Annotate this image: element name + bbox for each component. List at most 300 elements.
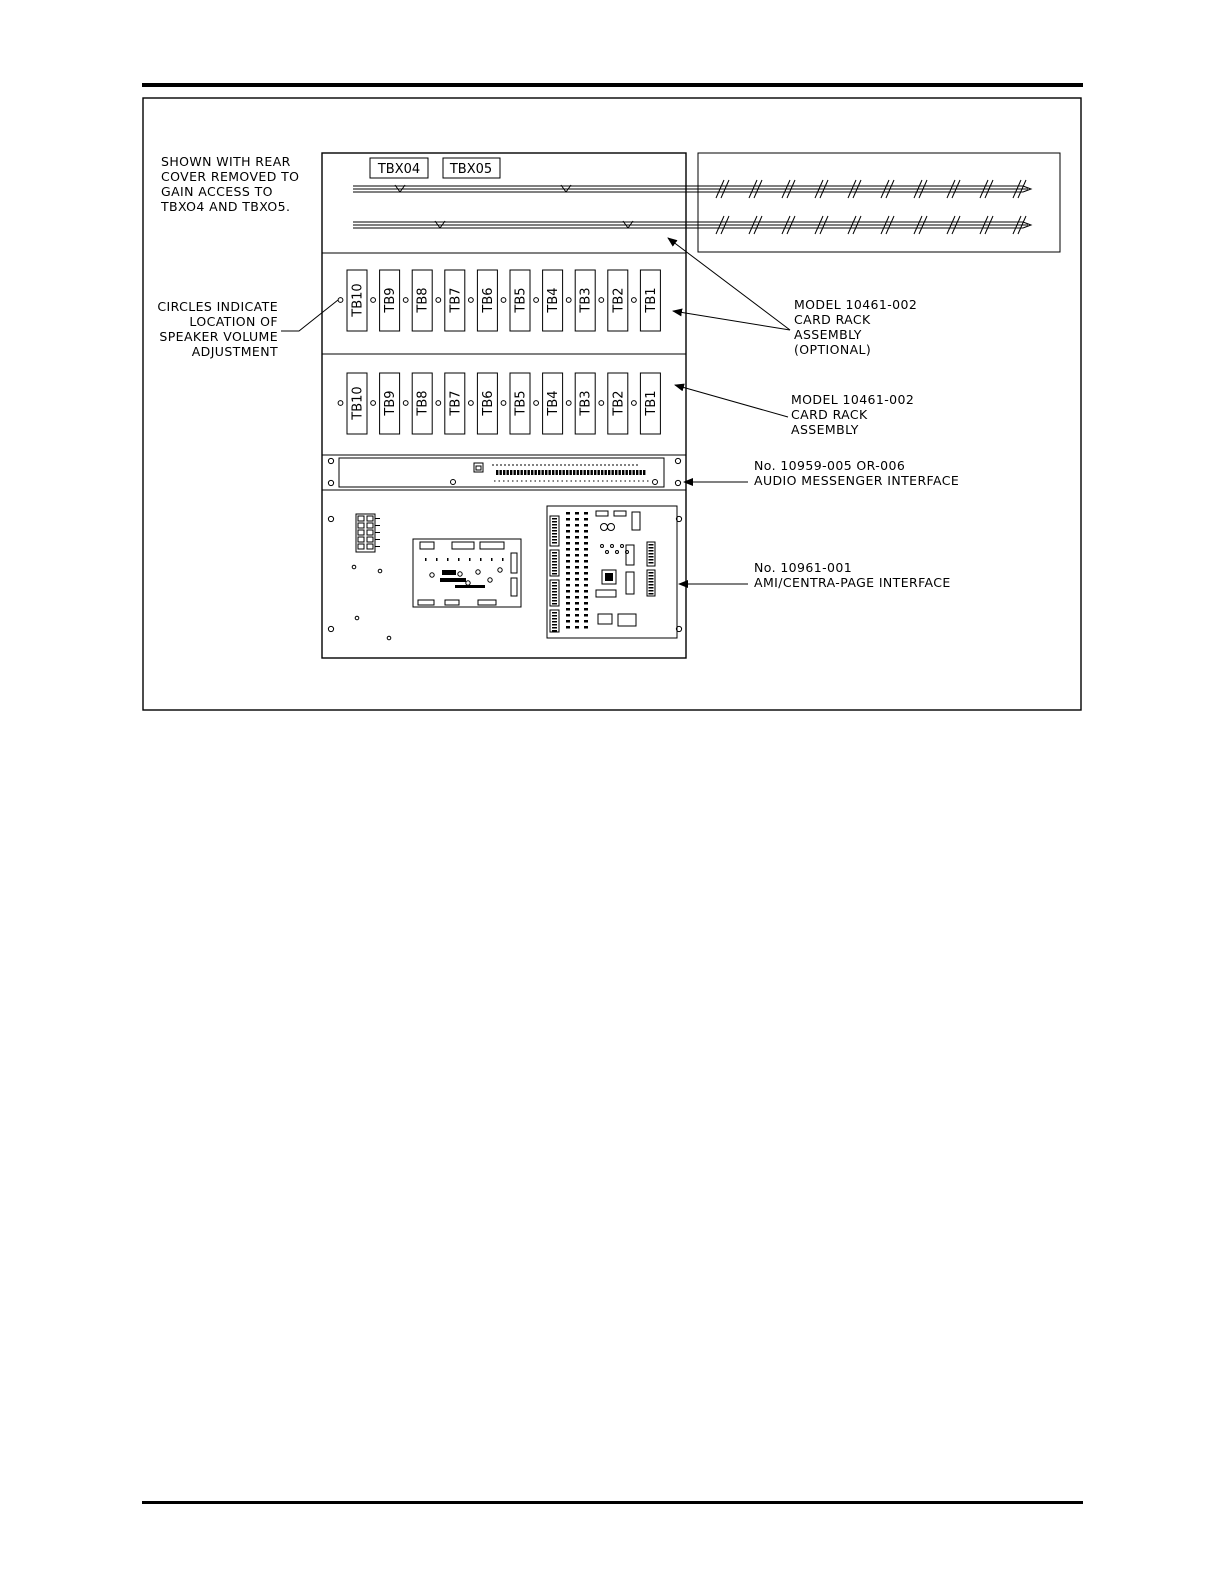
smd-component — [584, 578, 588, 581]
terminal-pin — [643, 470, 645, 475]
speaker-volume-circle — [403, 298, 408, 303]
smd-component — [575, 536, 579, 539]
terminal-pin — [598, 470, 600, 475]
terminal-pin — [496, 470, 498, 475]
header-pin — [552, 603, 557, 605]
capacitor — [476, 570, 480, 574]
terminal-pin — [633, 470, 635, 475]
terminal-label: TB6 — [480, 390, 496, 416]
terminal-pin — [514, 470, 516, 475]
header-pin — [552, 518, 557, 520]
header-pin — [649, 575, 654, 577]
smd-component — [584, 584, 588, 587]
header-pin — [552, 552, 557, 554]
capacitor — [430, 573, 434, 577]
header-pin — [649, 572, 654, 574]
header-pin — [552, 524, 557, 526]
smd-component — [584, 536, 588, 539]
smd-component — [575, 542, 579, 545]
terminal-pin — [500, 470, 502, 475]
terminal-screw — [358, 530, 364, 535]
note-circles — [157, 299, 278, 359]
smd-component — [584, 596, 588, 599]
terminal-pin — [528, 470, 530, 475]
mount-hole — [675, 480, 680, 485]
smd-component — [566, 542, 570, 545]
terminal-label: TB8 — [415, 287, 431, 313]
terminal-pin — [636, 470, 638, 475]
speaker-volume-circle — [566, 298, 571, 303]
header-pin — [552, 539, 557, 541]
speaker-volume-circle — [338, 298, 343, 303]
terminal-pin — [591, 470, 593, 475]
terminal-pin — [587, 470, 589, 475]
terminal-label: TB1 — [643, 287, 659, 313]
connector — [418, 600, 434, 605]
header-pin — [552, 618, 557, 620]
smd-component — [575, 524, 579, 527]
terminal-pin — [580, 470, 582, 475]
speaker-volume-circle — [403, 401, 408, 406]
callout-ami-line-2: AMI/CENTRA-PAGE INTERFACE — [754, 575, 951, 590]
smd-component — [575, 620, 579, 623]
header-pin — [649, 590, 654, 592]
header-pin — [552, 567, 557, 569]
callout-audio-line-1: No. 10959-005 OR-006 — [754, 458, 906, 473]
smd-component — [584, 524, 588, 527]
ic-chip — [626, 545, 634, 565]
terminal-label: TB4 — [546, 287, 562, 313]
smd-component — [575, 554, 579, 557]
header-connector — [550, 580, 559, 606]
smd-component — [575, 614, 579, 617]
ic-chip — [440, 578, 466, 582]
smd-component — [566, 620, 570, 623]
connector — [452, 542, 474, 549]
small-capacitor — [616, 551, 619, 554]
terminal-label: TB5 — [513, 390, 529, 416]
terminal-pin — [594, 470, 596, 475]
small-capacitor — [611, 545, 614, 548]
terminal-label: TB9 — [383, 390, 399, 416]
note-circles-line-4: ADJUSTMENT — [191, 344, 278, 359]
connector — [445, 600, 459, 605]
header-pin — [649, 556, 654, 558]
db-connector — [598, 614, 612, 624]
smd-component — [575, 608, 579, 611]
circles-leader-line — [281, 300, 338, 331]
header-pin — [649, 553, 654, 555]
terminal-label: TB4 — [546, 390, 562, 416]
terminal-pin — [640, 470, 642, 475]
terminal-label: TB9 — [383, 287, 399, 313]
smd-component — [584, 560, 588, 563]
component — [458, 558, 460, 561]
speaker-volume-circle — [599, 401, 604, 406]
capacitor — [498, 568, 502, 572]
smd-component — [566, 536, 570, 539]
callout-card-rack — [791, 392, 914, 437]
speaker-volume-circle — [566, 401, 571, 406]
header-pin — [649, 544, 654, 546]
smd-component — [566, 614, 570, 617]
card-rack-lower — [338, 373, 660, 434]
terminal-pin — [615, 470, 617, 475]
header-pin — [649, 578, 654, 580]
smd-component — [566, 596, 570, 599]
terminal-pin — [531, 470, 533, 475]
connector — [478, 600, 496, 605]
mount-hole — [328, 516, 333, 521]
mount-hole — [675, 458, 680, 463]
smd-component — [566, 566, 570, 569]
smd-component — [584, 566, 588, 569]
header-pin — [649, 584, 654, 586]
speaker-volume-circle — [436, 401, 441, 406]
smd-component — [575, 584, 579, 587]
smd-component — [575, 572, 579, 575]
small-capacitor — [621, 545, 624, 548]
note-rear-cover-line-1: SHOWN WITH REAR — [161, 154, 291, 169]
header-pin — [552, 600, 557, 602]
terminal-block — [356, 514, 380, 552]
smd-component — [566, 518, 570, 521]
component — [469, 558, 471, 561]
speaker-volume-circle — [371, 298, 376, 303]
smd-component — [566, 584, 570, 587]
smd-component — [566, 590, 570, 593]
terminal-label: TB3 — [578, 287, 594, 313]
cable-bundle-lower — [353, 221, 1031, 228]
terminal-screw — [358, 544, 364, 549]
smd-component — [575, 548, 579, 551]
terminal-pin — [608, 470, 610, 475]
smd-component — [584, 626, 588, 629]
terminal-pin — [552, 470, 554, 475]
arrow-to-upper-rack — [673, 311, 790, 330]
terminal-pin — [577, 470, 579, 475]
arrow-to-lower-rack — [675, 385, 788, 417]
smd-component — [566, 530, 570, 533]
header-pin — [649, 550, 654, 552]
connector — [614, 511, 626, 516]
terminal-pin — [570, 470, 572, 475]
callout-optional-rack — [794, 297, 917, 357]
header-pin — [552, 533, 557, 535]
processor — [605, 573, 613, 581]
callout-optional-line-4: (OPTIONAL) — [794, 342, 872, 357]
terminal-pin — [545, 470, 547, 475]
terminal-pin — [622, 470, 624, 475]
speaker-volume-circle — [501, 401, 506, 406]
terminal-pin — [535, 470, 537, 475]
terminal-pin — [517, 470, 519, 475]
component — [491, 558, 493, 561]
note-rear-cover-line-3: GAIN ACCESS TO — [161, 184, 273, 199]
terminal-pin — [507, 470, 509, 475]
ic-chip — [442, 570, 456, 575]
terminal-label: TB1 — [643, 390, 659, 416]
smd-component — [575, 602, 579, 605]
header-pin — [552, 558, 557, 560]
terminal-label: TB10 — [350, 283, 366, 317]
terminal-pin — [549, 470, 551, 475]
smd-component — [575, 530, 579, 533]
terminal-pin — [542, 470, 544, 475]
speaker-volume-circle — [632, 401, 637, 406]
terminal-pin — [563, 470, 565, 475]
standoff — [378, 569, 382, 573]
smd-component — [584, 512, 588, 515]
component — [447, 558, 449, 561]
terminal-screw — [358, 523, 364, 528]
smd-component — [584, 620, 588, 623]
board-hole — [653, 480, 658, 485]
smd-component — [566, 560, 570, 563]
terminal-pin — [503, 470, 505, 475]
smd-component — [584, 590, 588, 593]
audio-messenger-panel — [328, 458, 680, 487]
header-pin — [552, 521, 557, 523]
speaker-volume-circle — [534, 401, 539, 406]
callout-audio — [754, 458, 959, 488]
speaker-volume-circle — [436, 298, 441, 303]
db-connector — [618, 614, 636, 626]
smd-component — [584, 608, 588, 611]
smd-component — [584, 602, 588, 605]
terminal-pin — [601, 470, 603, 475]
smd-component — [575, 596, 579, 599]
board-hole — [451, 480, 456, 485]
header-pin — [552, 621, 557, 623]
smd-component — [566, 572, 570, 575]
card-rack-upper — [338, 270, 660, 331]
terminal-screw — [358, 537, 364, 542]
header-pin — [552, 561, 557, 563]
small-board-components — [418, 542, 517, 605]
terminal-pin — [629, 470, 631, 475]
terminal-pin — [556, 470, 558, 475]
speaker-volume-circle — [338, 401, 343, 406]
header-pin — [552, 582, 557, 584]
rj-jack-inner — [476, 466, 481, 470]
header-pin — [552, 585, 557, 587]
connector — [511, 553, 517, 573]
header-pin — [649, 559, 654, 561]
header-pin — [552, 527, 557, 529]
header-pin — [649, 547, 654, 549]
crystal — [608, 524, 615, 531]
header-pin — [552, 624, 557, 626]
callout-card-rack-line-3: ASSEMBLY — [791, 422, 859, 437]
cable-bundle-upper — [353, 185, 1031, 192]
smd-component — [566, 554, 570, 557]
callout-ami — [754, 560, 951, 590]
wire-break-marks — [716, 180, 1026, 234]
smd-component — [566, 608, 570, 611]
callout-card-rack-line-2: CARD RACK — [791, 407, 868, 422]
header-pin — [552, 588, 557, 590]
smd-component — [566, 602, 570, 605]
terminal-label: TB2 — [611, 287, 627, 313]
smd-component — [566, 626, 570, 629]
bottom-section — [328, 506, 681, 640]
smd-component — [575, 560, 579, 563]
mount-hole — [328, 626, 333, 631]
callout-audio-line-2: AUDIO MESSENGER INTERFACE — [754, 473, 960, 488]
terminal-label: TB6 — [480, 287, 496, 313]
terminal-pin — [566, 470, 568, 475]
terminal-block-body — [356, 514, 375, 552]
terminal-pin — [538, 470, 540, 475]
header-pin — [552, 555, 557, 557]
smd-component — [575, 626, 579, 629]
capacitor — [458, 572, 462, 576]
note-circles-line-1: CIRCLES INDICATE — [157, 299, 278, 314]
header-pin — [552, 570, 557, 572]
note-rear-cover-line-4: TBXO4 AND TBXO5. — [161, 199, 291, 214]
header-pin — [552, 564, 557, 566]
header-pin — [649, 587, 654, 589]
callout-ami-line-1: No. 10961-001 — [754, 560, 853, 575]
note-rear-cover-line-2: COVER REMOVED TO — [161, 169, 300, 184]
smd-component — [575, 512, 579, 515]
header-pin — [552, 530, 557, 532]
header-pin — [552, 612, 557, 614]
note-circles-line-3: SPEAKER VOLUME — [159, 329, 278, 344]
terminal-pin — [510, 470, 512, 475]
callout-optional-line-3: ASSEMBLY — [794, 327, 862, 342]
terminal-pin — [584, 470, 586, 475]
header-pin — [649, 562, 654, 564]
header-pin — [552, 597, 557, 599]
header-pin — [552, 542, 557, 544]
smd-component — [575, 590, 579, 593]
smd-component — [584, 554, 588, 557]
wire-extension-box — [698, 153, 1060, 252]
header-pin — [552, 536, 557, 538]
standoff — [387, 636, 391, 640]
smd-component — [566, 548, 570, 551]
terminal-pin — [619, 470, 621, 475]
small-capacitor — [606, 551, 609, 554]
terminal-screw — [358, 516, 364, 521]
standoff — [355, 616, 359, 620]
terminal-pin — [626, 470, 628, 475]
smd-component — [584, 530, 588, 533]
smd-component — [566, 524, 570, 527]
header-connector — [550, 550, 559, 576]
header-pin — [552, 591, 557, 593]
header-pin — [649, 593, 654, 595]
connector — [511, 578, 517, 596]
ic-chip — [596, 590, 616, 597]
smd-component — [584, 614, 588, 617]
mount-hole — [328, 458, 333, 463]
crystal — [601, 524, 608, 531]
small-capacitor — [601, 545, 604, 548]
connector — [596, 511, 608, 516]
header-pin — [552, 615, 557, 617]
ic-chip — [626, 572, 634, 594]
header-connector — [647, 570, 655, 596]
terminal-pin — [605, 470, 607, 475]
terminal-pin — [524, 470, 526, 475]
smd-component — [584, 548, 588, 551]
smd-component — [575, 518, 579, 521]
smd-component — [575, 578, 579, 581]
smd-component — [566, 578, 570, 581]
terminal-pin — [573, 470, 575, 475]
note-rear-cover — [160, 154, 299, 214]
speaker-volume-circle — [534, 298, 539, 303]
component — [480, 558, 482, 561]
terminal-pin — [612, 470, 614, 475]
small-capacitor — [626, 551, 629, 554]
callout-optional-line-2: CARD RACK — [794, 312, 871, 327]
connector — [632, 512, 640, 530]
terminal-pin — [521, 470, 523, 475]
component — [436, 558, 438, 561]
mount-hole — [328, 480, 333, 485]
smd-component — [584, 542, 588, 545]
speaker-volume-circle — [632, 298, 637, 303]
audio-terminal-strip — [492, 465, 650, 481]
ami-board-components — [550, 511, 655, 632]
terminal-label: TB10 — [350, 386, 366, 420]
terminal-label: TB3 — [578, 390, 594, 416]
standoff — [352, 565, 356, 569]
smd-component — [584, 518, 588, 521]
tbx04-label: TBX04 — [377, 162, 421, 177]
capacitor — [466, 581, 470, 585]
tbx05-label: TBX05 — [449, 162, 493, 177]
terminal-pin — [559, 470, 561, 475]
terminal-screw — [367, 530, 373, 535]
smd-component — [575, 566, 579, 569]
header-pin — [649, 581, 654, 583]
callout-optional-line-1: MODEL 10461-002 — [794, 297, 918, 312]
speaker-volume-circle — [469, 298, 474, 303]
smd-component — [584, 572, 588, 575]
smd-component — [566, 512, 570, 515]
connector — [480, 542, 504, 549]
rj-jack — [474, 463, 483, 472]
terminal-screw — [367, 523, 373, 528]
callout-card-rack-line-1: MODEL 10461-002 — [791, 392, 915, 407]
component — [425, 558, 427, 561]
terminal-screw — [367, 537, 373, 542]
header-pin — [552, 630, 557, 632]
terminal-label: TB7 — [448, 390, 464, 416]
terminal-label: TB8 — [415, 390, 431, 416]
speaker-volume-circle — [469, 401, 474, 406]
terminal-screw — [367, 516, 373, 521]
connector — [420, 542, 434, 549]
terminal-screw — [367, 544, 373, 549]
speaker-volume-circle — [599, 298, 604, 303]
terminal-label: TB5 — [513, 287, 529, 313]
ic-chip — [455, 585, 485, 588]
speaker-volume-circle — [371, 401, 376, 406]
component — [502, 558, 504, 561]
note-circles-line-2: LOCATION OF — [189, 314, 278, 329]
header-pin — [552, 594, 557, 596]
terminal-label: TB2 — [611, 390, 627, 416]
header-pin — [552, 627, 557, 629]
header-pin — [552, 573, 557, 575]
terminal-label: TB7 — [448, 287, 464, 313]
